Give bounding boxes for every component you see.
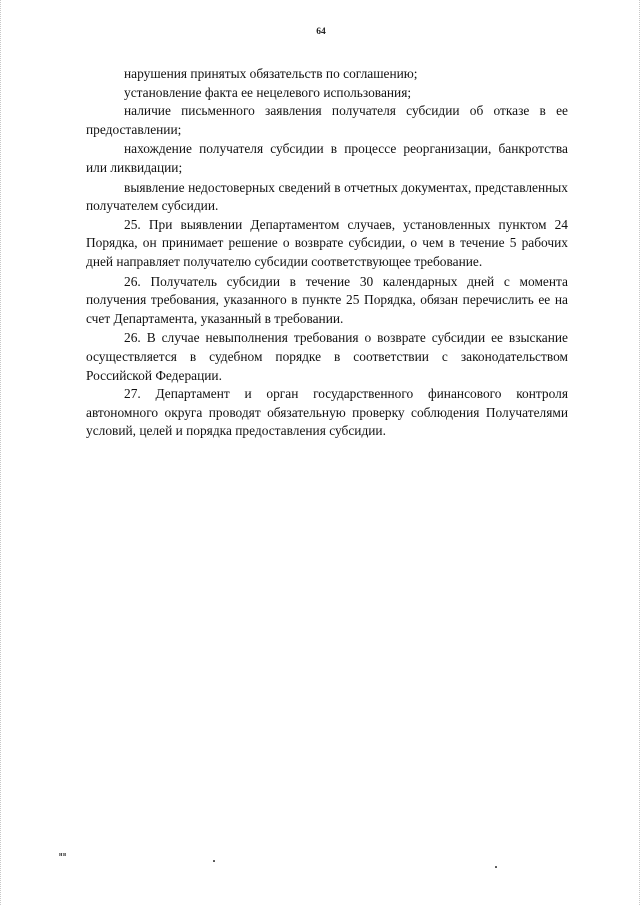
paragraph-clause-27: 27. Департамент и орган государственного финансового контроля автономного округа проводят обязательную проверку соблюдения Получателями условий, целей и порядка предоставления субсидии. [86,386,568,439]
footer-mark: нв [59,852,67,858]
paragraph-clause-26-court: 26. В случае невыполнения требования о возврате субсидии ее взыскание осуществляется в судебном порядке в соответствии с законодательством Российской Федерации. [86,330,568,383]
paragraph-false-information: выявление недостоверных сведений в отчетных документах, представленных получателем субсидии. [86,179,568,214]
document-body [86,65,568,441]
paragraph-violation-obligations: нарушения принятых обязательств по соглашению; [124,66,418,81]
scan-speck [495,866,497,868]
paragraph-clause-25: 25. При выявлении Департаментом случаев, установленных пунктом 24 Порядка, он принимает решение о возврате субсидии, о чем в течение 5 рабочих дней направляет получателю субсидии соответствующее требование. [86,216,568,269]
paragraph-written-refusal: наличие письменного заявления получателя субсидии об отказе в ее предоставлении; [86,103,568,137]
paragraph-misuse-established: установление факта ее нецелевого использования; [124,84,412,100]
paragraph-clause-26-refund: 26. Получатель субсидии в течение 30 календарных дней с момента получения требования, указанного в пункте 25 Порядка, обязан перечислить ее на счет Департамента, указанный в требовании. [86,273,568,326]
scan-speck [213,860,215,862]
paragraph-reorganization: нахождение получателя субсидии в процессе реорганизации, банкротства или ликвидации; [86,141,568,175]
page-number: 64 [316,27,326,37]
